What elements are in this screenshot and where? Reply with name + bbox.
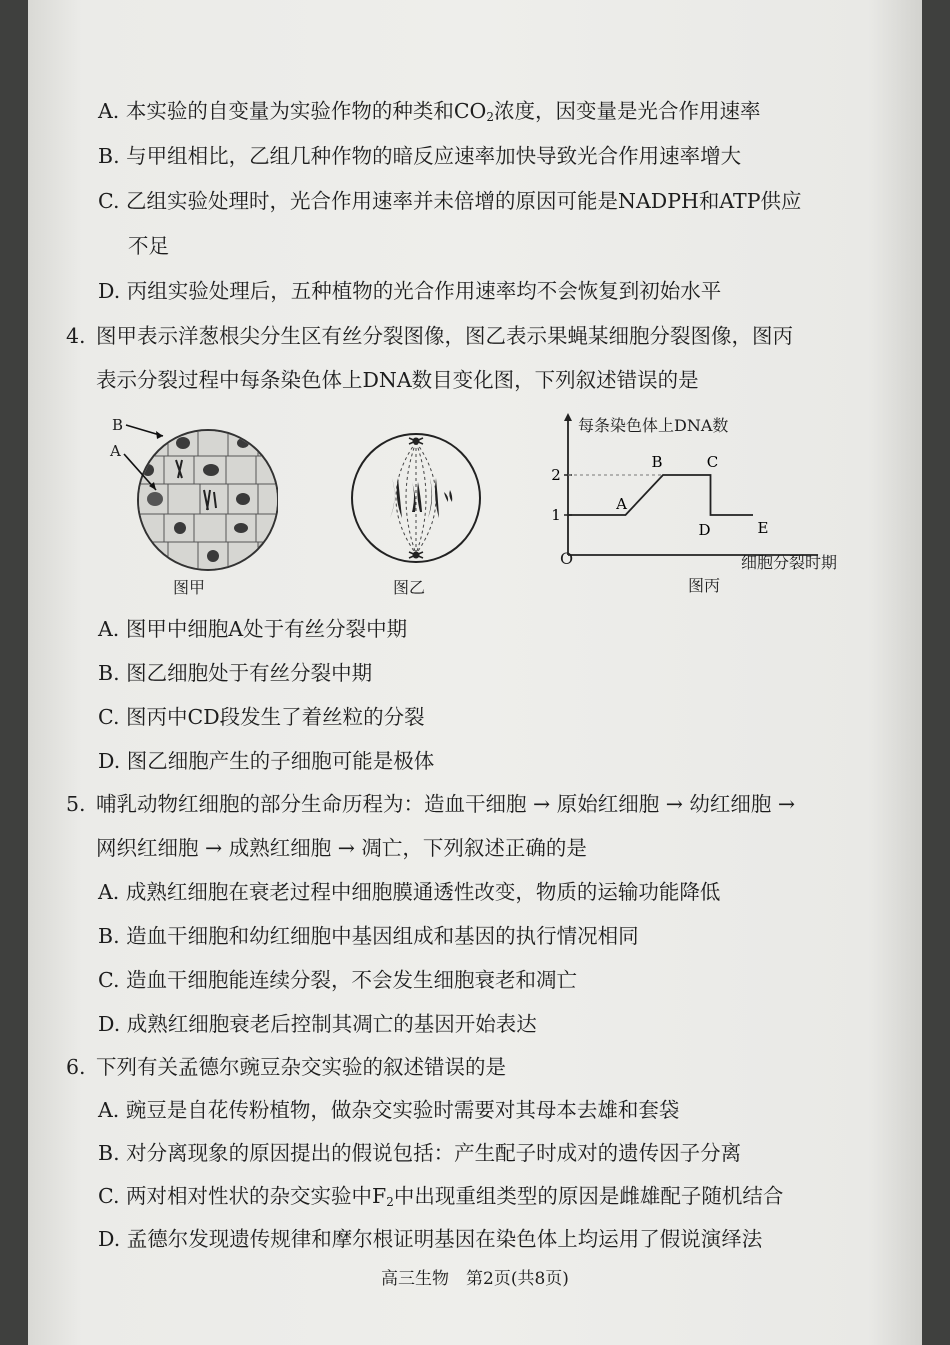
- q5-option-b: B. 造血干细胞和幼红细胞中基因组成和基因的执行情况相同: [98, 924, 639, 948]
- q4-stem-line1: 图甲表示洋葱根尖分生区有丝分裂图像，图乙表示果蝇某细胞分裂图像，图丙: [96, 324, 793, 348]
- q3-option-c-continued: 不足: [128, 234, 169, 258]
- chart-y-tick-label-2: 2: [551, 466, 561, 484]
- figure-yi: [346, 422, 486, 572]
- figure-bing-chart: [548, 405, 848, 580]
- page-footer: 高三生物 第2页(共8页): [381, 1269, 569, 1289]
- exam-page: [28, 0, 922, 1345]
- q3-option-a: A. 本实验的自变量为实验作物的种类和$CO_2$浓度，因变量是光合作用速率: [98, 99, 761, 124]
- figure-jia: [108, 410, 278, 590]
- q6-number: 6.: [66, 1055, 86, 1079]
- figure-jia-caption: 图甲: [173, 578, 206, 597]
- figure-jia-label-b: B: [112, 416, 124, 434]
- q6-option-d: D. 孟德尔发现遗传规律和摩尔根证明基因在染色体上均运用了假说演绎法: [98, 1227, 763, 1251]
- chart-point-label-A: A: [616, 495, 627, 513]
- chart-point-label-E: E: [757, 519, 769, 537]
- q3-option-b: B. 与甲组相比，乙组几种作物的暗反应速率加快导致光合作用速率增大: [98, 144, 742, 168]
- q6-stem: 下列有关孟德尔豌豆杂交实验的叙述错误的是: [96, 1055, 506, 1079]
- chart-x-label: 细胞分裂时期: [741, 553, 838, 572]
- q5-stem-line2: 网织红细胞 → 成熟红细胞 → 凋亡，下列叙述正确的是: [96, 836, 587, 860]
- q3-option-d: D. 丙组实验处理后，五种植物的光合作用速率均不会恢复到初始水平: [98, 279, 722, 303]
- chart-point-label-C: C: [706, 453, 719, 471]
- chart-y-label: 每条染色体上DNA数: [578, 416, 729, 435]
- q3-option-c: C. 乙组实验处理时，光合作用速率并未倍增的原因可能是NADPH和ATP供应: [98, 189, 802, 213]
- q4-option-b: B. 图乙细胞处于有丝分裂中期: [98, 661, 373, 685]
- q6-option-a: A. 豌豆是自花传粉植物，做杂交实验时需要对其母本去雄和套袋: [98, 1098, 680, 1122]
- figure-bing-caption: 图丙: [688, 576, 721, 595]
- chart-origin: O: [560, 549, 574, 568]
- q6-option-b: B. 对分离现象的原因提出的假说包括：产生配子时成对的遗传因子分离: [98, 1141, 742, 1165]
- y-axis-arrow: [564, 413, 572, 421]
- q6-option-c: C. 两对相对性状的杂交实验中$F_2$中出现重组类型的原因是雌雄配子随机结合: [98, 1184, 784, 1209]
- figure-jia-label-a: A: [110, 442, 121, 460]
- q5-stem-line1: 哺乳动物红细胞的部分生命历程为：造血干细胞 → 原始红细胞 → 幼红细胞 →: [96, 792, 796, 816]
- chart-point-label-D: D: [698, 521, 711, 539]
- q5-option-c: C. 造血干细胞能连续分裂，不会发生细胞衰老和凋亡: [98, 968, 578, 992]
- chart-series-line: [568, 475, 753, 515]
- q5-option-a: A. 成熟红细胞在衰老过程中细胞膜通透性改变，物质的运输功能降低: [98, 880, 721, 904]
- figure-yi-caption: 图乙: [393, 578, 426, 597]
- q5-option-d: D. 成熟红细胞衰老后控制其凋亡的基因开始表达: [98, 1012, 537, 1036]
- q4-option-d: D. 图乙细胞产生的子细胞可能是极体: [98, 749, 435, 773]
- q4-number: 4.: [66, 324, 86, 348]
- chart-y-tick-label-1: 1: [551, 506, 561, 524]
- q5-number: 5.: [66, 792, 86, 816]
- q4-option-c: C. 图丙中CD段发生了着丝粒的分裂: [98, 705, 425, 729]
- chart-point-label-B: B: [651, 453, 663, 471]
- q4-option-a: A. 图甲中细胞A处于有丝分裂中期: [98, 617, 408, 641]
- q4-stem-line2: 表示分裂过程中每条染色体上DNA数目变化图，下列叙述错误的是: [96, 368, 699, 392]
